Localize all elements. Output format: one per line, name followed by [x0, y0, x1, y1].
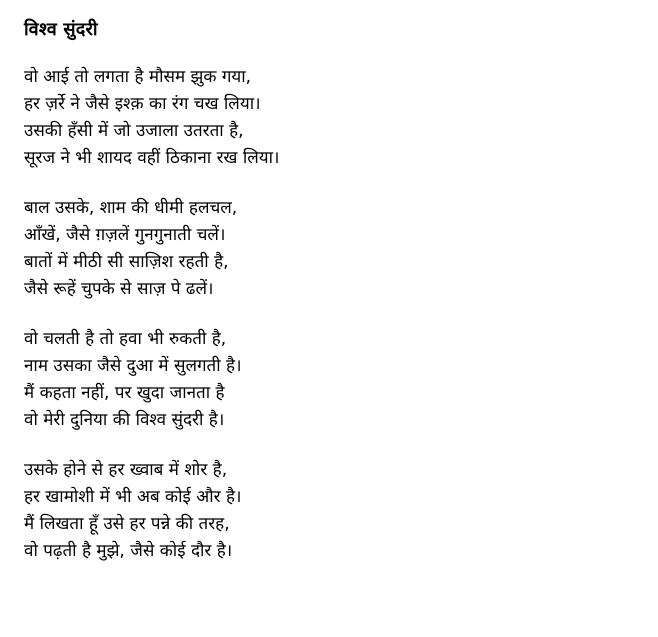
poem-title: विश्व सुंदरी [24, 19, 98, 40]
poem-line: हर खामोशी में भी अब कोई और है। [24, 487, 242, 507]
poem-line: सूरज ने भी शायद वहीं ठिकाना रख लिया। [24, 148, 280, 168]
poem-line: हर ज़र्रे ने जैसे इश्क़ का रंग चख लिया। [24, 94, 261, 114]
poem-line: वो मेरी दुनिया की विश्व सुंदरी है। [24, 410, 225, 430]
poem-line: आँखें, जैसे ग़ज़लें गुनगुनाती चलें। [24, 225, 226, 245]
stanza-3 [24, 326, 658, 434]
poem-line: मैं लिखता हूँ उसे हर पन्ने की तरह, [24, 514, 230, 534]
poem-line: मैं कहता नहीं, पर खुदा जानता है [24, 383, 225, 403]
poem-line: जैसे रूहें चुपके से साज़ पे ढलें। [24, 279, 214, 299]
stanza-4 [24, 457, 658, 565]
poem-line: वो आई तो लगता है मौसम झुक गया, [24, 67, 252, 87]
poem-line: बाल उसके, शाम की धीमी हलचल, [24, 198, 238, 218]
poem-line: उसके होने से हर ख्वाब में शोर है, [24, 460, 228, 480]
poem-line: नाम उसका जैसे दुआ में सुलगती है। [24, 356, 242, 376]
poem-line: वो पढ़ती है मुझे, जैसे कोई दौर है। [24, 541, 233, 561]
poem-line: उसकी हँसी में जो उजाला उतरता है, [24, 121, 244, 141]
stanza-2 [24, 195, 658, 303]
stanza-1 [24, 64, 658, 172]
poem-line: बातों में मीठी सी साज़िश रहती है, [24, 252, 229, 272]
poem-line: वो चलती है तो हवा भी रुकती है, [24, 329, 227, 349]
